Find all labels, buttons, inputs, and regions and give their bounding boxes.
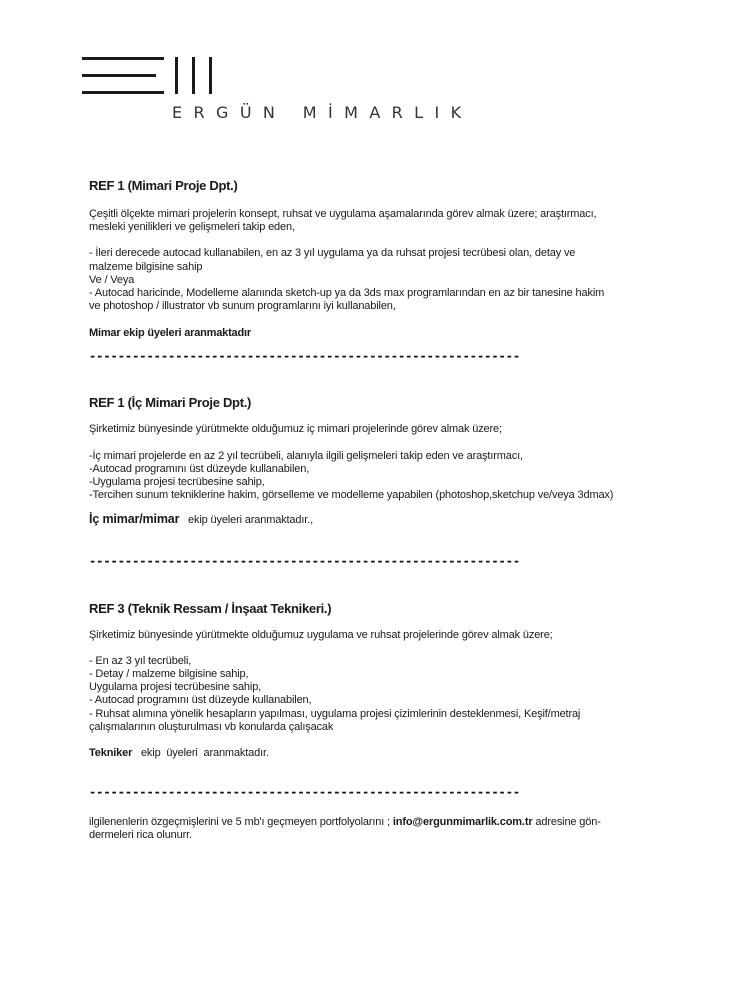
- section-3-heading: REF 3 (Teknik Ressam / İnşaat Teknikeri.): [89, 600, 332, 616]
- section-3-intro: Şirketimiz bünyesinde yürütmekte olduğumuz uygulama ve ruhsat projelerinde görev almak üzere;: [89, 628, 553, 641]
- section-3-closing: [89, 747, 664, 760]
- logo-mark-icon: [82, 56, 222, 96]
- section-2-requirements: -İç mimari projelerde en az 2 yıl tecrübeli, alanıyla ilgili gelişmeleri takip eden ve araştırmacı, -Autocad programını üst düzeyde kullanabilen, -Uygulama projesi tecrübesine sahip, -Tercihen sunum tekniklerine hakim, görselleme ve modelleme yapabilen (photoshop,sketchup ve/veya 3dmax): [89, 449, 614, 502]
- application-note-text: ilgilenenlerin özgeçmişlerini ve 5 mb'ı geçmeyen portfolyolarını ;: [89, 816, 393, 829]
- application-note-end: adresine gön- dermeleri rica olunurr.: [89, 816, 601, 842]
- section-2-closing: [89, 513, 664, 527]
- section-2-intro: Şirketimiz bünyesinde yürütmekte olduğumuz iç mimari projelerinde görev almak üzere;: [89, 423, 502, 436]
- section-1-requirements: - İleri derecede autocad kullanabilen, en az 3 yıl uygulama ya da ruhsat projesi tecrübesi olan, detay ve malzeme bilgisine sahip Ve / Veya - Autocad haricinde, Modelleme alanında sketch-up ya da 3ds max programlarından en az bir tanesine hakim ve photoshop / illustrator vb sunum programlarını iyi kullanabilen,: [89, 247, 605, 313]
- divider-1: ------------------------------------------------------------: [89, 349, 521, 364]
- job-postings: [89, 178, 664, 843]
- divider-2: ------------------------------------------------------------: [89, 553, 521, 568]
- logo-wordmark: ERGÜN MİMARLIK: [172, 103, 473, 122]
- section-1-heading: REF 1 (Mimari Proje Dpt.): [89, 178, 238, 193]
- section-1-closing: Mimar ekip üyeleri aranmaktadır: [89, 327, 251, 340]
- section-3-closing-role: Tekniker: [89, 747, 133, 760]
- section-2-closing-text: ekip üyeleri aranmaktadır.,: [179, 514, 313, 527]
- section-2-closing-role: İç mimar/mimar: [89, 512, 180, 527]
- contact-email-link[interactable]: info@ergunmimarlik.com.tr: [392, 816, 533, 829]
- section-1-intro: Çeşitli ölçekte mimari projelerin konsept, ruhsat ve uygulama aşamalarında görev almak üzere; araştırmacı, mesleki yenilikleri ve gelişmeleri takip eden,: [89, 208, 597, 234]
- section-3-closing-text: ekip üyeleri aranmaktadır.: [132, 747, 269, 760]
- company-logo: [82, 56, 522, 126]
- section-2-heading: REF 1 (İç Mimari Proje Dpt.): [89, 395, 252, 411]
- section-3-requirements: - En az 3 yıl tecrübeli, - Detay / malzeme bilgisine sahip, Uygulama projesi tecrübesine sahip, - Autocad programını üst düzeyde kullanabilen, - Ruhsat alımına yönelik hesapların yapılması, uygulama projesi çizimlerinin desteklenmesi, Keşif/metraj çalışmalarının oluşturulması vb konularda çalışacak: [89, 654, 581, 733]
- application-note: [89, 816, 664, 842]
- divider-3: ------------------------------------------------------------: [89, 785, 521, 800]
